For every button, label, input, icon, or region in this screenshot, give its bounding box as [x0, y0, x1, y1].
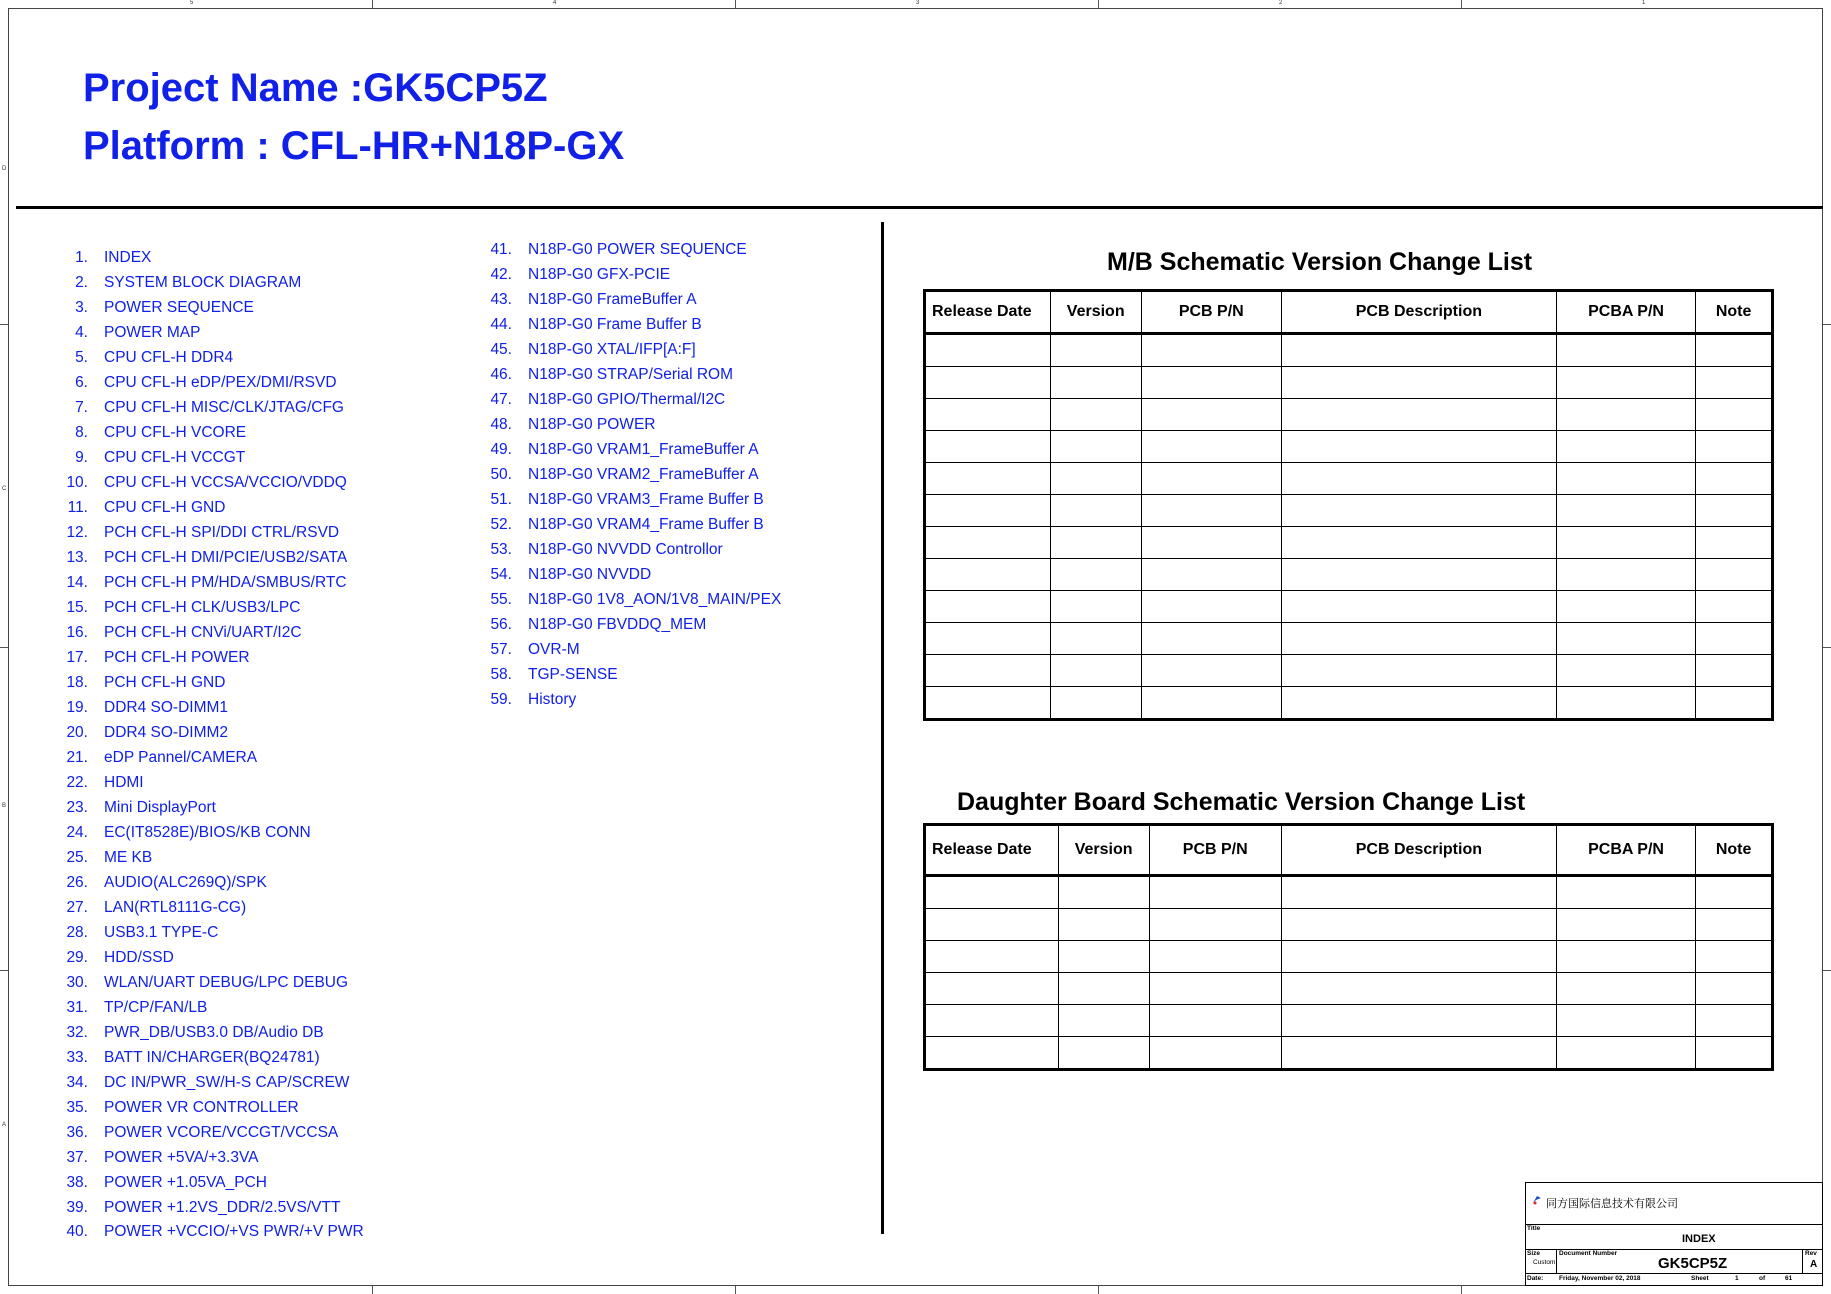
zone-side-c: C: [2, 486, 7, 492]
col-pcba-pn: PCBA P/N: [1556, 825, 1695, 876]
db-version-table: [923, 823, 1774, 1071]
document-number-label: Document Number: [1559, 1250, 1618, 1257]
table-row: [925, 655, 1773, 687]
col-pcb-description: PCB Description: [1281, 825, 1556, 876]
sheet-title: INDEX: [1682, 1233, 1716, 1245]
table-row: [925, 495, 1773, 527]
column-divider: [881, 222, 884, 1234]
table-row: [925, 876, 1773, 909]
title-block: [1525, 1182, 1823, 1286]
of-label: of: [1759, 1275, 1766, 1282]
zone-top-5: 5: [190, 0, 194, 6]
total-sheets: 61: [1785, 1275, 1793, 1282]
col-version: Version: [1058, 825, 1149, 876]
size-value: Custom: [1533, 1259, 1556, 1266]
table-row: [925, 399, 1773, 431]
title-label: Title: [1527, 1225, 1541, 1232]
table-row: [925, 909, 1773, 941]
mb-table-title: M/B Schematic Version Change List: [1107, 248, 1533, 276]
company-name: 同方国际信息技术有限公司: [1546, 1198, 1678, 1210]
zone-top-2: 2: [1279, 0, 1283, 6]
rev-label: Rev: [1805, 1250, 1817, 1257]
table-row: [925, 941, 1773, 973]
col-release-date: Release Date: [925, 825, 1059, 876]
zone-side-a: A: [2, 1122, 7, 1128]
col-note: Note: [1696, 825, 1773, 876]
table-row: [925, 1005, 1773, 1037]
col-pcb-pn: PCB P/N: [1149, 825, 1281, 876]
sheet-label: Sheet: [1691, 1275, 1709, 1282]
size-label: Size: [1527, 1250, 1541, 1257]
zone-side-d: D: [2, 166, 7, 172]
db-table-title: Daughter Board Schematic Version Change List: [957, 788, 1526, 816]
col-pcb-description: PCB Description: [1281, 291, 1556, 334]
document-number: GK5CP5Z: [1658, 1255, 1728, 1272]
table-row: [925, 367, 1773, 399]
col-version: Version: [1050, 291, 1141, 334]
mb-version-table: [923, 289, 1774, 721]
zone-top-3: 3: [916, 0, 920, 6]
table-row: [925, 1037, 1773, 1070]
date-label: Date:: [1527, 1275, 1544, 1282]
header-divider: [16, 206, 1823, 209]
sheet-number: 1: [1735, 1275, 1739, 1282]
col-pcba-pn: PCBA P/N: [1556, 291, 1695, 334]
col-pcb-pn: PCB P/N: [1141, 291, 1281, 334]
table-row: [925, 463, 1773, 495]
col-release-date: Release Date: [925, 291, 1051, 334]
table-row: [925, 431, 1773, 463]
table-row: [925, 591, 1773, 623]
project-name: Project Name :GK5CP5Z: [83, 66, 548, 110]
col-note: Note: [1696, 291, 1773, 334]
table-row: [925, 559, 1773, 591]
zone-top-1: 1: [1642, 0, 1646, 6]
table-row: [925, 334, 1773, 367]
zone-top-4: 4: [553, 0, 557, 6]
platform-name: Platform : CFL-HR+N18P-GX: [83, 124, 625, 168]
table-row: [925, 527, 1773, 559]
company-logo-icon: [1532, 1195, 1542, 1207]
date-value: Friday, November 02, 2018: [1559, 1275, 1641, 1282]
table-row: [925, 687, 1773, 720]
table-row: [925, 973, 1773, 1005]
rev-value: A: [1810, 1259, 1818, 1270]
zone-side-b: B: [2, 803, 7, 809]
table-row: [925, 623, 1773, 655]
